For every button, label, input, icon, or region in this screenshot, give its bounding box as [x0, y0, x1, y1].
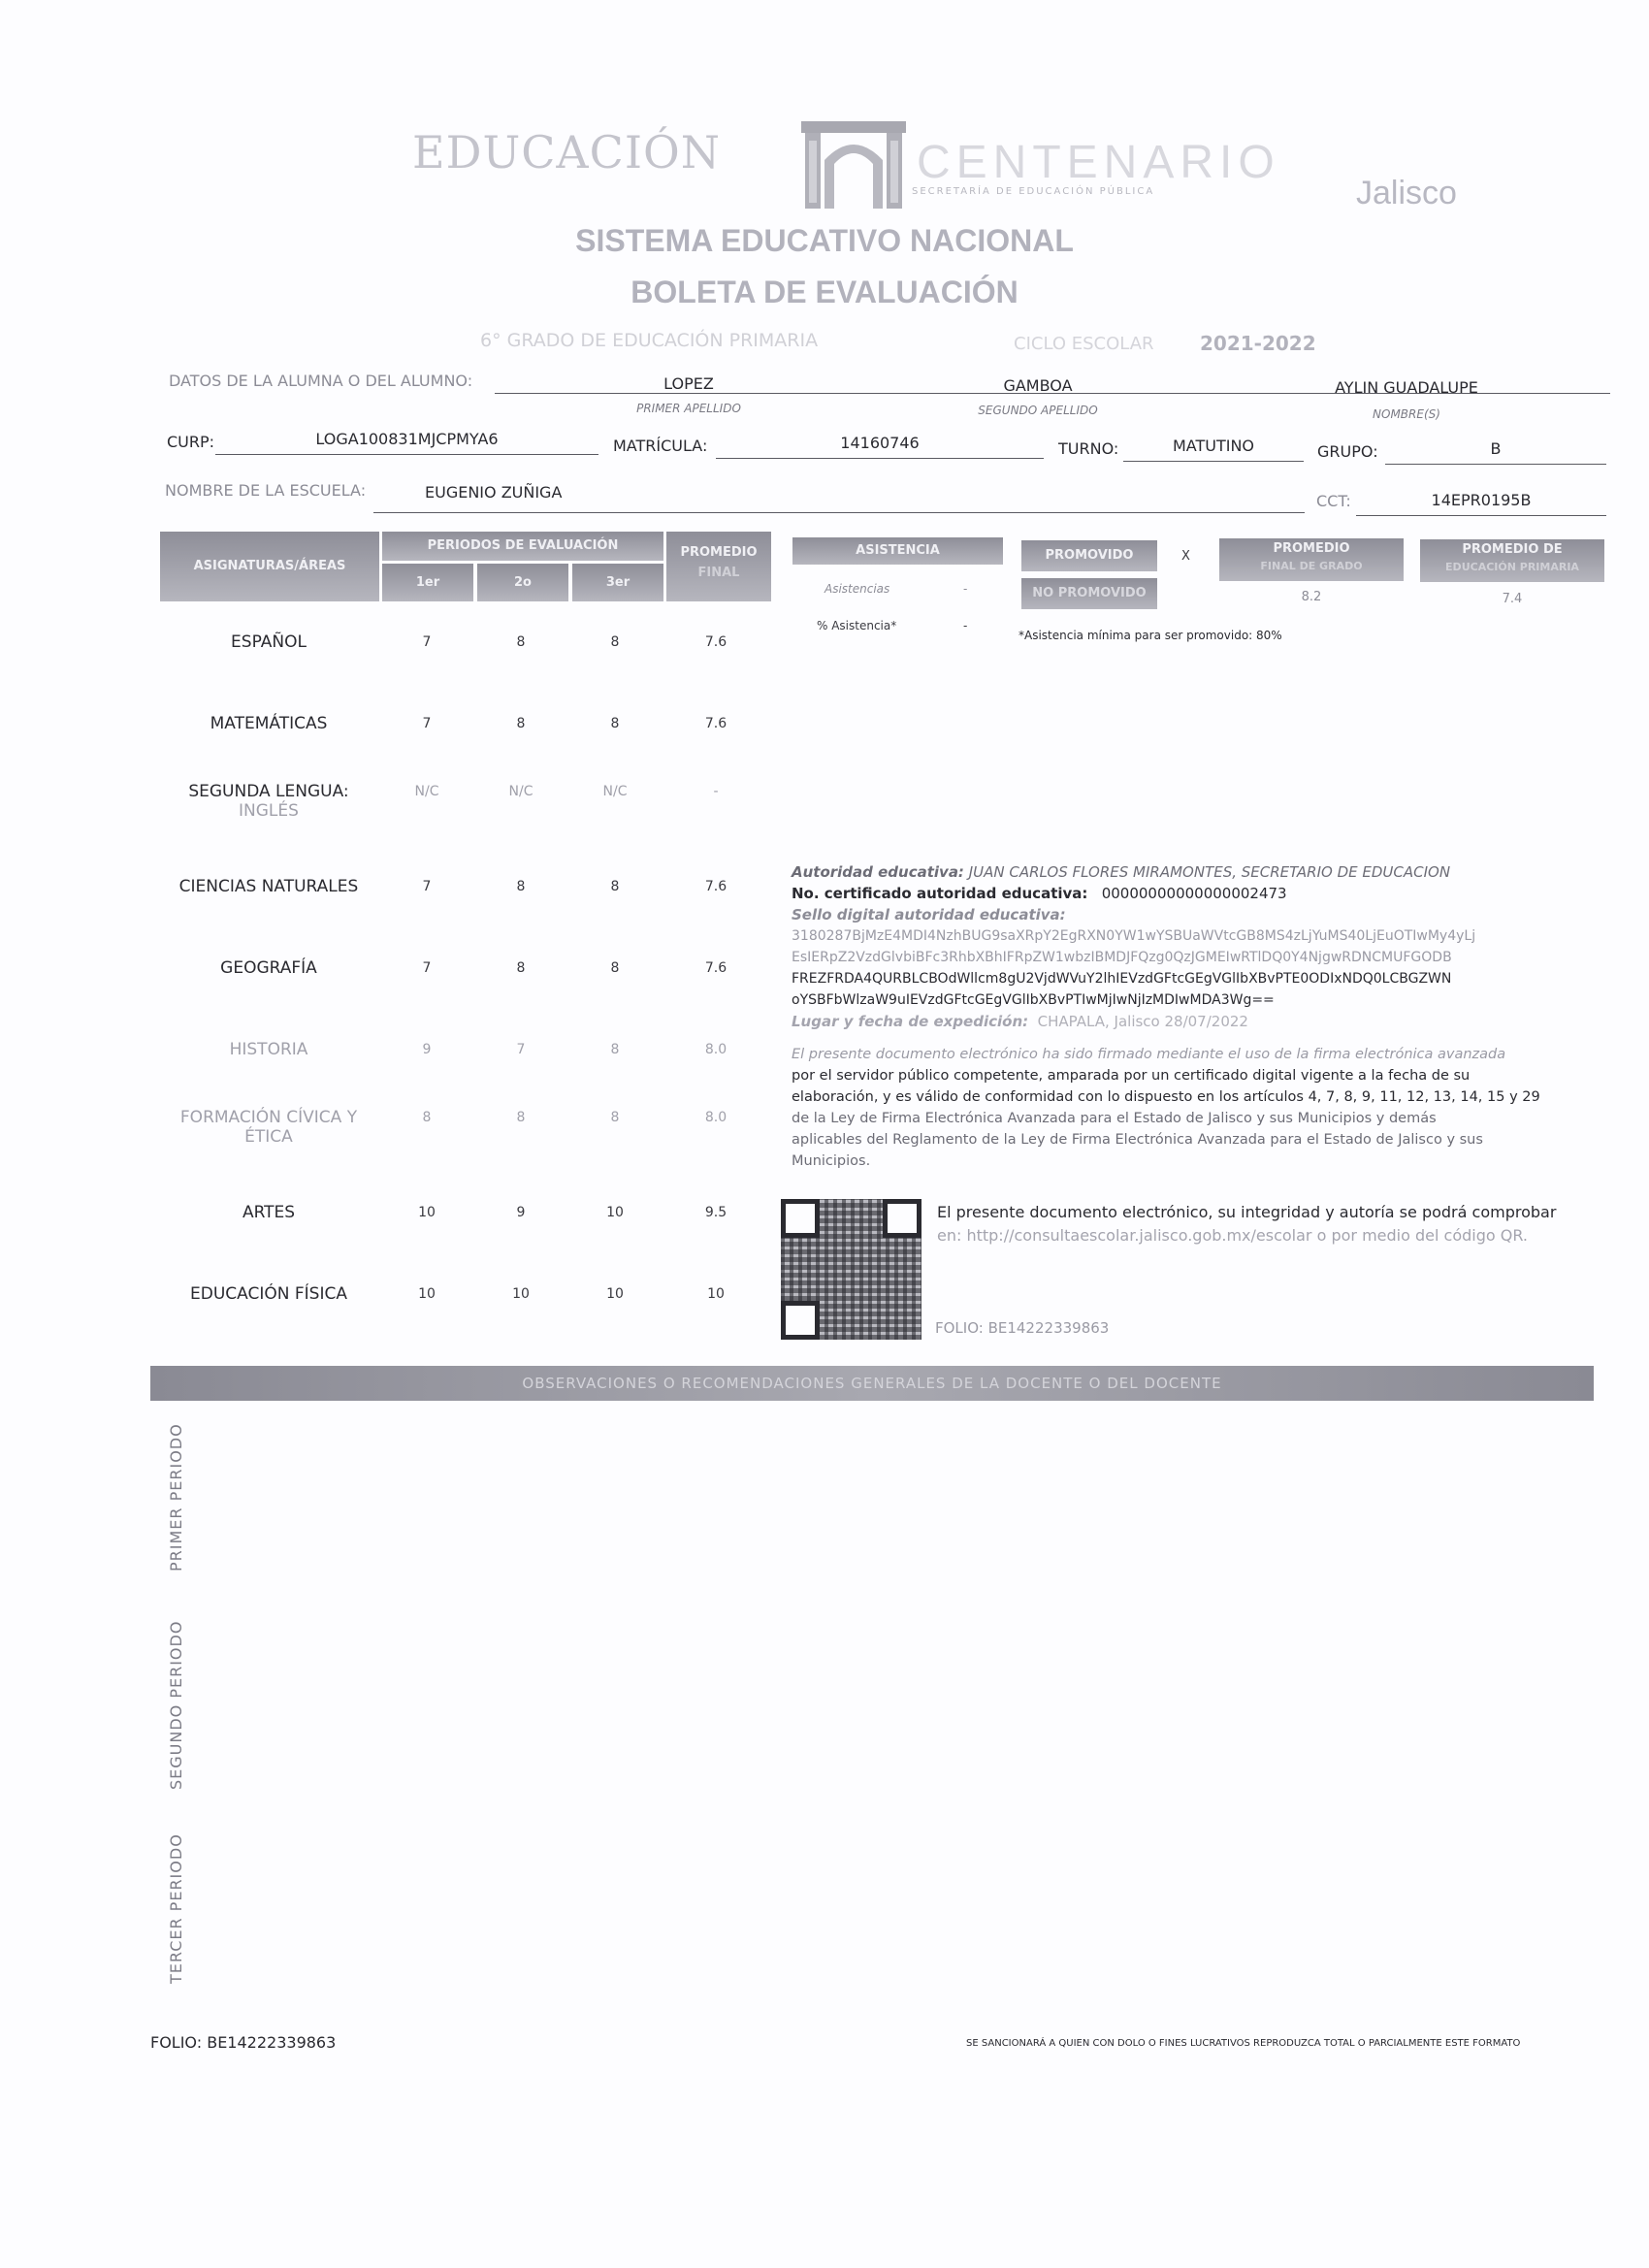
authority-label: Autoridad educativa: [792, 863, 964, 881]
subject-name-line-2: ÉTICA [244, 1127, 293, 1147]
period-grade-cell: 8 [422, 1110, 432, 1125]
final-average-cell: 9.5 [704, 1205, 728, 1220]
subject-name-line: GEOGRAFÍA [220, 958, 317, 978]
legal-line-4: de la Ley de Firma Electrónica Avanzada para el Estado de Jalisco y sus Municipios y demás [792, 1111, 1437, 1126]
period-grade-cell: 8 [610, 879, 620, 894]
subject-name [162, 1284, 375, 1304]
cycle-value: 2021-2022 [1200, 332, 1316, 355]
qr-corner-tr [883, 1199, 922, 1238]
period-grade-cell: 7 [422, 960, 432, 976]
period-grade-cell: 7 [516, 1042, 526, 1057]
seal-line-3: FREZFRDA4QURBLCBOdWllcm8gU2VjdWVuY2lhIEVzdGFtcGEgVGlIbXBvPTE0ODIxNDQ0LCBGZWN [792, 971, 1452, 987]
certificate-value: 00000000000000002473 [1101, 885, 1287, 902]
period-grade-cell: 8 [516, 716, 526, 731]
attendance-note: *Asistencia mínima para ser promovido: 80% [1018, 629, 1282, 642]
observations-header: OBSERVACIONES O RECOMENDACIONES GENERALES DE LA DOCENTE O DEL DOCENTE [150, 1366, 1594, 1401]
seal-line-1: 3180287BjMzE4MDI4NzhBUG9saXRpY2EgRXN0YW1wYSBUaWVtcGB8MS4zLjYuMS40LjEuOTIwMy4yLj [792, 928, 1476, 944]
qr-corner-tl [781, 1199, 820, 1238]
first-surname: LOPEZ [663, 374, 714, 393]
subject-name-line-2: INGLÉS [239, 801, 299, 821]
period-3-header: 3er [572, 564, 663, 601]
period-grade-cell: 10 [418, 1286, 436, 1302]
primary-average-value: 7.4 [1502, 592, 1523, 606]
logo-educacion: EDUCACIÓN [412, 126, 721, 178]
period-grade-cell: N/C [414, 784, 439, 799]
place-label: Lugar y fecha de expedición: [792, 1013, 1029, 1030]
period-grade-cell: 8 [516, 1110, 526, 1125]
period-grade-cell: 8 [610, 716, 620, 731]
period-grade-cell: N/C [602, 784, 628, 799]
not-promoted-box: NO PROMOVIDO [1021, 578, 1157, 609]
legal-line-1: El presente documento electrónico ha sido firmado mediante el uso de la firma electrónica avanzada [792, 1047, 1506, 1062]
attendance-percent-label: % Asistencia* [817, 619, 897, 632]
document-title: BOLETA DE EVALUACIÓN [630, 275, 1018, 309]
subject-name [162, 877, 375, 896]
period-grade-cell: 10 [512, 1286, 530, 1302]
matricula-value: 14160746 [840, 434, 920, 452]
authority-block [792, 861, 1606, 1172]
subject-name-line: ESPAÑOL [231, 632, 307, 652]
legal-line-2: por el servidor público competente, amparada por un certificado digital vigente a la fecha de su [792, 1068, 1471, 1084]
legal-line-5: aplicables del Reglamento de la Ley de Firma Electrónica Avanzada para el Estado de Jalisco y sus [792, 1132, 1483, 1148]
final-average-cell: 8.0 [704, 1042, 728, 1057]
third-period-label: TERCER PERIODO [167, 1833, 185, 1984]
second-surname-caption: SEGUNDO APELLIDO [978, 404, 1098, 417]
footer-warning: SE SANCIONARÁ A QUIEN CON DOLO O FINES LUCRATIVOS REPRODUZCA TOTAL O PARCIALMENTE ESTE FORMATO [966, 2038, 1521, 2049]
period-grade-cell: 10 [606, 1286, 624, 1302]
subject-name-line: CIENCIAS NATURALES [178, 877, 359, 896]
attendance-count-value: - [963, 582, 968, 596]
period-1-header: 1er [382, 564, 473, 601]
final-average-cell: 7.6 [704, 634, 728, 650]
cycle-label: CICLO ESCOLAR [1014, 334, 1154, 354]
turno-value: MATUTINO [1172, 437, 1255, 455]
attendance-header: ASISTENCIA [792, 537, 1003, 565]
period-grade-cell: 8 [610, 1110, 620, 1125]
periods-column-header: PERIODOS DE EVALUACIÓN [382, 532, 663, 561]
verify-line-1: El presente documento electrónico, su integridad y autoría se podrá comprobar [937, 1203, 1557, 1221]
primary-average-sub: EDUCACIÓN PRIMARIA [1445, 561, 1579, 573]
period-grade-cell: 7 [422, 879, 432, 894]
subject-name [162, 1040, 375, 1059]
school-value: EUGENIO ZUÑIGA [425, 483, 563, 502]
grade-level: 6° GRADO DE EDUCACIÓN PRIMARIA [480, 330, 819, 351]
promoted-mark: X [1181, 549, 1190, 564]
cct-label: CCT: [1316, 492, 1351, 510]
grade-average-value: 8.2 [1301, 590, 1322, 604]
matricula-label: MATRÍCULA: [613, 437, 708, 455]
average-header-sub: FINAL [697, 566, 740, 580]
primary-average-label: PROMEDIO DE [1462, 542, 1563, 557]
seal-line-2: EsIERpZ2VzdGlvbiBFc3RhbXBhIFRpZW1wbzIBMDJFQzg0QzJGMEIwRTlDQ0Y4NjgwRDNCMUFGODB [792, 950, 1452, 965]
turno-line [1123, 461, 1304, 462]
logo-centenario: CENTENARIO [917, 137, 1280, 188]
curp-label: CURP: [167, 433, 215, 451]
final-average-cell: 7.6 [704, 716, 728, 731]
grupo-label: GRUPO: [1317, 442, 1378, 461]
first-surname-caption: PRIMER APELLIDO [636, 402, 741, 415]
attendance-percent-value: - [963, 619, 968, 632]
period-grade-cell: 10 [418, 1205, 436, 1220]
period-grade-cell: 8 [516, 879, 526, 894]
curp-value: LOGA100831MJCPMYA6 [315, 430, 499, 448]
subject-name [162, 1108, 375, 1147]
seal-line-4: oYSBFbWlzaW9uIEVzdGFtcGEgVGlIbXBvPTIwMjIwNjIzMDIwMDA3Wg== [792, 992, 1275, 1008]
grade-average-sub: FINAL DE GRADO [1260, 560, 1363, 572]
subject-name [162, 1203, 375, 1222]
promoted-box: PROMOVIDO [1021, 540, 1157, 571]
school-label: NOMBRE DE LA ESCUELA: [165, 481, 367, 500]
second-period-label: SEGUNDO PERIODO [167, 1620, 185, 1790]
legal-line-3: elaboración, y es válido de conformidad con lo dispuesto en los artículos 4, 7, 8, 9, 11, 12, 13, 14, 15 y 29 [792, 1089, 1540, 1105]
turno-label: TURNO: [1058, 439, 1119, 458]
final-average-cell: 7.6 [704, 879, 728, 894]
given-names: AYLIN GUADALUPE [1335, 378, 1478, 397]
system-title: SISTEMA EDUCATIVO NACIONAL [575, 223, 1074, 258]
period-grade-cell: 7 [422, 634, 432, 650]
period-2-header: 2o [477, 564, 568, 601]
period-grade-cell: 8 [610, 960, 620, 976]
final-average-cell: 10 [707, 1286, 725, 1302]
grupo-value: B [1490, 439, 1502, 458]
cct-value: 14EPR0195B [1431, 491, 1532, 509]
grade-average-header [1219, 538, 1404, 581]
period-grade-cell: 8 [610, 634, 620, 650]
subject-name-line: ARTES [242, 1203, 296, 1222]
second-surname: GAMBOA [1003, 376, 1073, 395]
logo-jalisco: Jalisco [1356, 175, 1457, 211]
qr-folio: FOLIO: BE14222339863 [935, 1319, 1110, 1337]
subject-name [162, 958, 375, 978]
period-grade-cell: 9 [422, 1042, 432, 1057]
subject-name [162, 632, 375, 652]
subject-name [162, 714, 375, 733]
period-grade-cell: 8 [610, 1042, 620, 1057]
subject-name-line: FORMACIÓN CÍVICA Y [179, 1108, 358, 1127]
matricula-line [716, 458, 1044, 459]
arch-logo-icon [801, 121, 906, 209]
subject-name-line: MATEMÁTICAS [210, 714, 328, 733]
authority-value: JUAN CARLOS FLORES MIRAMONTES, SECRETARIO DE EDUCACION [968, 863, 1451, 881]
subject-name [162, 782, 375, 821]
student-data-label: DATOS DE LA ALUMNA O DEL ALUMNO: [169, 372, 473, 390]
attendance-count-label: Asistencias [824, 582, 890, 596]
footer-folio: FOLIO: BE14222339863 [150, 2033, 337, 2052]
legal-line-6: Municipios. [792, 1153, 871, 1169]
place-value: CHAPALA, Jalisco 28/07/2022 [1037, 1013, 1248, 1030]
grupo-line [1385, 464, 1606, 465]
average-column-header [666, 532, 771, 601]
cct-line [1356, 515, 1606, 516]
final-average-cell: 7.6 [704, 960, 728, 976]
primary-average-header [1420, 539, 1604, 582]
average-header-label: PROMEDIO [680, 545, 758, 560]
period-grade-cell: 8 [516, 960, 526, 976]
qr-corner-bl [781, 1301, 820, 1340]
verify-link[interactable]: en: http://consultaescolar.jalisco.gob.mx/escolar o por medio del código QR. [937, 1226, 1528, 1245]
seal-label: Sello digital autoridad educativa: [792, 906, 1066, 923]
school-line [373, 512, 1305, 513]
period-grade-cell: 9 [516, 1205, 526, 1220]
subject-name-line: EDUCACIÓN FÍSICA [190, 1284, 347, 1304]
final-average-cell: - [713, 784, 719, 799]
subject-name-line: HISTORIA [229, 1040, 308, 1059]
qr-code-icon[interactable] [781, 1199, 922, 1340]
subject-name-line: SEGUNDA LENGUA: [188, 782, 349, 801]
period-grade-cell: N/C [508, 784, 534, 799]
certificate-label: No. certificado autoridad educativa: [792, 885, 1088, 902]
given-names-caption: NOMBRE(S) [1373, 407, 1440, 421]
period-grade-cell: 7 [422, 716, 432, 731]
grade-average-label: PROMEDIO [1273, 541, 1350, 556]
final-average-cell: 8.0 [704, 1110, 728, 1125]
curp-line [215, 454, 598, 455]
logo-centenario-subtitle: SECRETARÍA DE EDUCACIÓN PÚBLICA [912, 186, 1155, 197]
period-grade-cell: 8 [516, 634, 526, 650]
subject-column-header: ASIGNATURAS/ÁREAS [160, 532, 379, 601]
first-period-label: PRIMER PERIODO [167, 1423, 185, 1571]
period-grade-cell: 10 [606, 1205, 624, 1220]
